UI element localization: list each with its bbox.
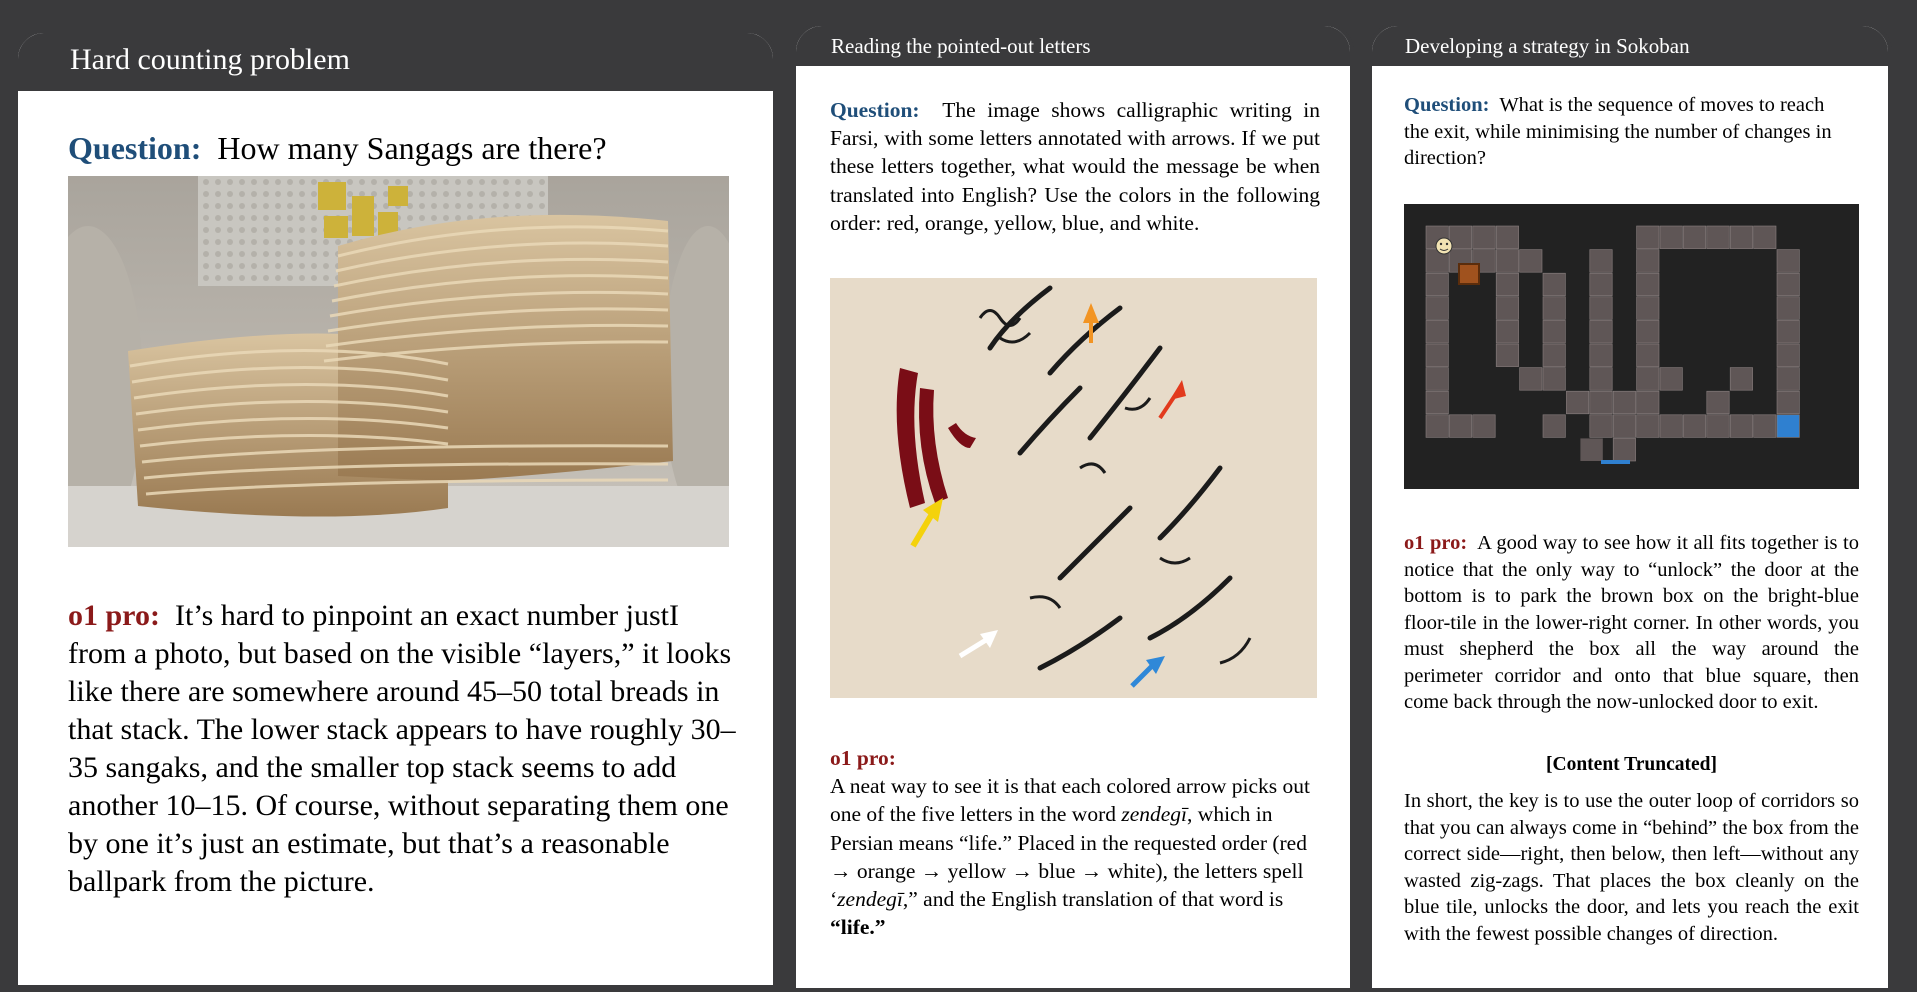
floor-tile	[1543, 297, 1565, 320]
answer-paragraph	[68, 597, 738, 901]
floor-tile	[1520, 250, 1542, 273]
floor-tile	[1730, 226, 1752, 249]
question-text: How many Sangags are there?	[217, 130, 607, 166]
floor-tile	[1730, 415, 1752, 438]
floor-tile	[1660, 368, 1682, 391]
panel-farsi-letters	[792, 22, 1354, 992]
floor-tile	[1777, 344, 1799, 367]
answer-paragraph-2: In short, the key is to use the outer loop of corridors so that you can always come in “behind” the box from the correct side—right, then below, then left—without any wasted zig-zags. That places the box cleanly on the blue tile, unlocks the door, and lets you reach the exit with the fewest possible changes of direction.	[1404, 790, 1859, 945]
answer-paragraph	[830, 744, 1322, 941]
floor-tile	[1496, 344, 1518, 367]
floor-tile	[1590, 320, 1612, 343]
floor-tile	[1590, 250, 1612, 273]
sangak-bread-photo	[68, 176, 729, 547]
answer-text-part3: ,” and the English translation of that word is	[902, 887, 1284, 912]
model-label: o1 pro:	[830, 746, 896, 770]
floor-tile	[1777, 250, 1799, 273]
floor-tile	[1543, 415, 1565, 438]
question-text: The image shows calligraphic writing in Farsi, with some letters annotated with arrows. If we put these letters together, what would the message be when translated into English? Use the colors in the following order: red, orange, yellow, blue, and white.	[830, 98, 1320, 235]
question-label: Question:	[830, 98, 920, 122]
floor-tile	[1496, 297, 1518, 320]
floor-tile	[1449, 226, 1471, 249]
floor-tile	[1637, 320, 1659, 343]
sokoban-grid	[1404, 204, 1859, 489]
floor-tile	[1754, 226, 1776, 249]
floor-tile	[1426, 344, 1448, 367]
floor-tile	[1473, 415, 1495, 438]
floor-tile	[1777, 320, 1799, 343]
panel-title: Reading the pointed-out letters	[796, 26, 1350, 66]
floor-tile	[1637, 297, 1659, 320]
exit-tile	[1580, 438, 1602, 461]
content-truncated-note: [Content Truncated]	[1546, 754, 1717, 775]
floor-tile	[1613, 391, 1635, 414]
answer-text: A good way to see how it all fits together is to notice that the only way to “unlock” the door at the bottom is to park the brown box on the bright-blue floor-tile in the lower-right corner. In other words, you must shepherd the box all the way around the perimeter corridor and onto that blue square, then come back through the now-unlocked door to exit.	[1404, 532, 1859, 713]
floor-tile	[1426, 297, 1448, 320]
floor-tile	[1520, 368, 1542, 391]
floor-tile	[1566, 391, 1588, 414]
goal-tile	[1777, 415, 1799, 438]
floor-tile	[1777, 297, 1799, 320]
floor-tile	[1637, 250, 1659, 273]
floor-tile	[1777, 368, 1799, 391]
floor-tile	[1637, 368, 1659, 391]
question-label: Question:	[68, 130, 202, 166]
panel-title: Hard counting problem	[18, 33, 773, 91]
answer-word-2: zendegī	[837, 887, 903, 912]
floor-tile	[1707, 415, 1729, 438]
floor-tile	[1590, 273, 1612, 296]
floor-tile	[1637, 273, 1659, 296]
floor-tile	[1426, 391, 1448, 414]
panel-counting	[14, 29, 777, 989]
question-paragraph	[1404, 92, 1854, 172]
panel-sokoban	[1368, 22, 1892, 992]
answer-word: zendegī	[1121, 802, 1188, 827]
question-label: Question:	[1404, 94, 1490, 116]
question-paragraph	[68, 128, 748, 168]
floor-tile	[1496, 273, 1518, 296]
floor-tile	[1660, 226, 1682, 249]
floor-tile	[1613, 438, 1635, 461]
floor-tile	[1426, 273, 1448, 296]
floor-tile	[1543, 320, 1565, 343]
model-label: o1 pro:	[68, 599, 160, 632]
floor-tile	[1777, 273, 1799, 296]
floor-tile	[1590, 415, 1612, 438]
box-icon	[1459, 264, 1479, 284]
floor-tile	[1496, 320, 1518, 343]
floor-tile	[1496, 226, 1518, 249]
panel-title: Developing a strategy in Sokoban	[1372, 26, 1888, 66]
question-text: What is the sequence of moves to reach the exit, while minimising the number of changes in direction?	[1404, 94, 1832, 169]
door-marker	[1601, 460, 1630, 464]
floor-tile	[1543, 344, 1565, 367]
floor-tile	[1637, 391, 1659, 414]
player-icon	[1436, 238, 1452, 254]
floor-tile	[1683, 226, 1705, 249]
floor-tile	[1730, 368, 1752, 391]
floor-tile	[1637, 226, 1659, 249]
floor-tile	[1777, 391, 1799, 414]
floor-tile	[1449, 415, 1471, 438]
floor-tile	[1426, 368, 1448, 391]
floor-tile	[1473, 226, 1495, 249]
answer-text: It’s hard to pinpoint an exact number justI from a photo, but based on the visible “layers,” it looks like there are somewhere around 45–50 total breads in that stack. The lower stack appears to have roughly 30–35 sangaks, and the smaller top stack seems to add another 10–15. Of course, without separating them one by one it’s just an estimate, but that’s a reasonable ballpark from the picture.	[68, 599, 736, 898]
floor-tile	[1590, 391, 1612, 414]
model-label: o1 pro:	[1404, 532, 1468, 554]
answer-text-part1: A neat way to see it is that each colored arrow picks out one of the five letters in the word	[830, 774, 1311, 827]
floor-tile	[1426, 415, 1448, 438]
floor-tile	[1590, 368, 1612, 391]
floor-tile	[1543, 273, 1565, 296]
answer-text-part2: , which in Persian means “life.” Placed in the requested order (red → orange → yellow → blue → white), the letters spell ‘	[830, 802, 1307, 912]
farsi-calligraphy-image	[830, 278, 1317, 698]
floor-tile	[1683, 415, 1705, 438]
floor-tile	[1613, 415, 1635, 438]
answer-bold: “life.”	[830, 915, 886, 940]
floor-tile	[1590, 297, 1612, 320]
floor-tile	[1637, 415, 1659, 438]
floor-tile	[1637, 344, 1659, 367]
floor-tile	[1426, 320, 1448, 343]
floor-tile	[1496, 250, 1518, 273]
floor-tile	[1707, 226, 1729, 249]
floor-tile	[1754, 415, 1776, 438]
floor-tile	[1707, 391, 1729, 414]
floor-tile	[1660, 415, 1682, 438]
floor-tile	[1590, 344, 1612, 367]
question-paragraph	[830, 96, 1320, 237]
floor-tile	[1543, 368, 1565, 391]
answer-paragraph	[1404, 530, 1859, 716]
